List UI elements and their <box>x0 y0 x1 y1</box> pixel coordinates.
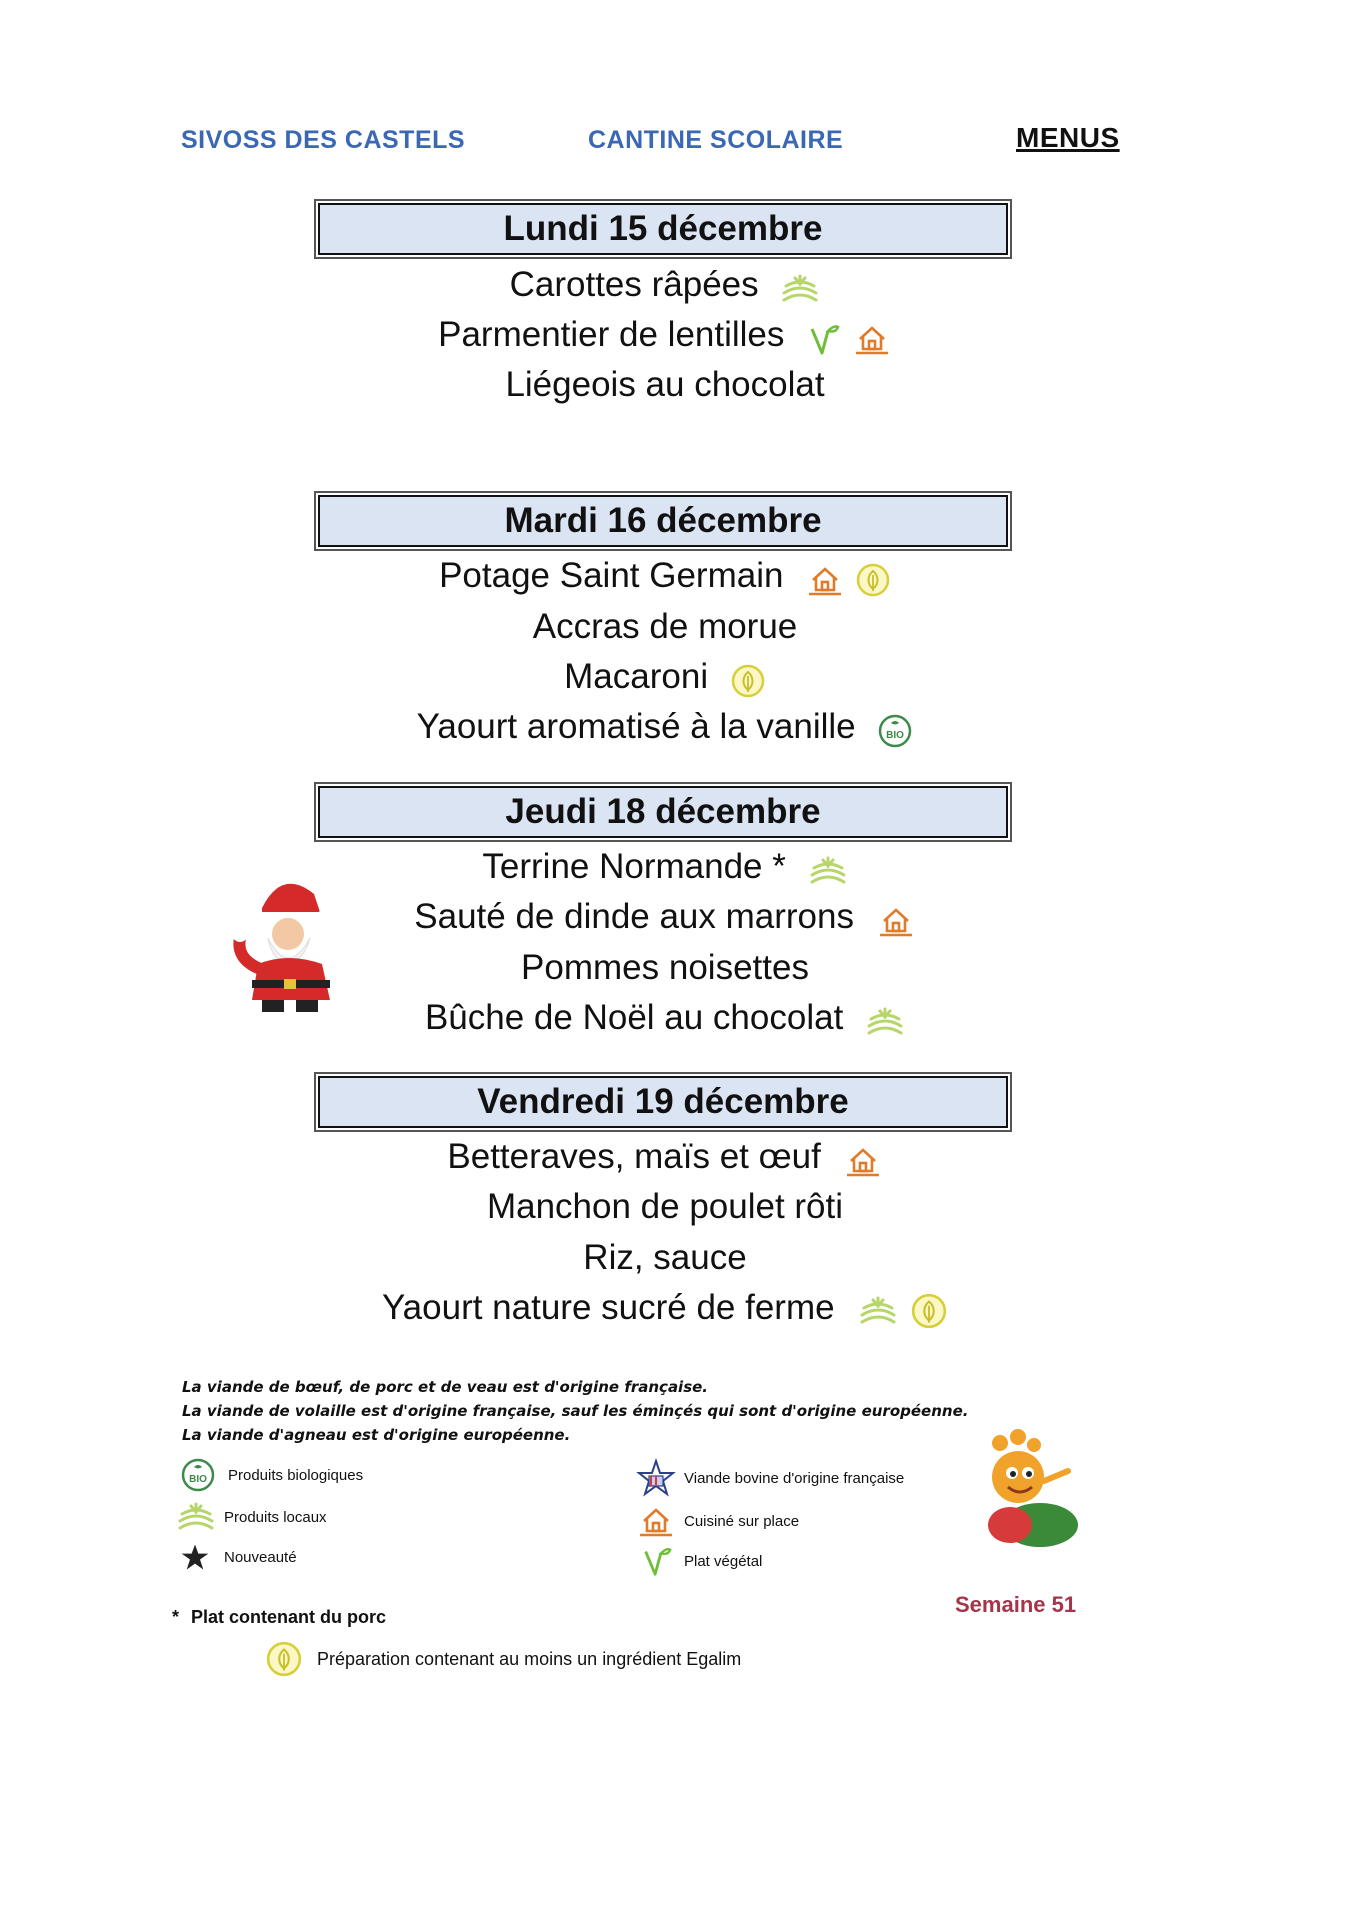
bio-icon <box>180 1457 220 1493</box>
doc-title: MENUS <box>1016 122 1120 153</box>
local-product-icon <box>856 1294 900 1328</box>
legend-label: Produits biologiques <box>228 1466 364 1484</box>
dish-label: Accras de morue <box>532 607 798 646</box>
dish-label: Macaroni <box>564 657 709 696</box>
org-name: SIVOSS DES CASTELS <box>181 126 466 154</box>
day-header-lundi: Lundi 15 décembre <box>318 203 1008 255</box>
egalim-label: Préparation contenant au moins un ingrédient Egalim <box>317 1648 742 1669</box>
house-cooked-icon <box>805 563 845 597</box>
dish-label: Yaourt nature sucré de ferme <box>381 1288 835 1327</box>
dish-label: Manchon de poulet rôti <box>486 1187 844 1226</box>
french-beef-icon <box>636 1458 676 1498</box>
dish-betteraves <box>0 1137 1330 1179</box>
house-cooked-icon <box>852 322 892 356</box>
mascot-illustration <box>970 1425 1085 1560</box>
service-name: CANTINE SCOLAIRE <box>588 126 844 154</box>
meat-origin-notes <box>182 1375 968 1447</box>
legend-label: Plat végétal <box>684 1552 763 1570</box>
legend-local <box>176 1500 327 1534</box>
dish-saute-dinde <box>0 897 1330 939</box>
dish-label: Parmentier de lentilles <box>438 315 785 354</box>
legend-label: Viande bovine d'origine française <box>684 1469 905 1487</box>
dish-yaourt-vanille <box>0 707 1330 749</box>
dish-buche <box>0 998 1330 1040</box>
local-product-icon <box>865 1005 905 1039</box>
legend-vegetal <box>640 1544 762 1578</box>
note-line: La viande d'agneau est d'origine européenne. <box>182 1426 571 1444</box>
dish-label: Liégeois au chocolat <box>505 365 825 404</box>
dish-pommes-noisettes <box>0 948 1330 988</box>
dish-parmentier <box>0 315 1330 357</box>
local-product-icon <box>808 854 848 888</box>
vegetal-dish-icon <box>640 1544 676 1578</box>
dish-macaroni <box>0 657 1330 699</box>
dish-label: Riz, sauce <box>583 1238 747 1277</box>
pork-asterisk: * <box>172 1607 180 1627</box>
bio-icon <box>877 713 913 749</box>
dish-label: Yaourt aromatisé à la vanille <box>416 707 856 746</box>
egalim-note <box>265 1640 741 1678</box>
pork-note <box>172 1607 386 1628</box>
day-header-mardi: Mardi 16 décembre <box>318 495 1008 547</box>
dish-manchon-poulet <box>0 1187 1330 1227</box>
egalim-icon <box>265 1640 303 1678</box>
legend-label: Nouveauté <box>224 1548 297 1566</box>
legend-label: Cuisiné sur place <box>684 1512 800 1530</box>
dish-terrine <box>0 847 1330 889</box>
dish-label: Sauté de dinde aux marrons <box>414 897 854 936</box>
dish-yaourt-nature <box>0 1288 1330 1330</box>
santa-claus-illustration <box>222 868 342 1023</box>
vegetal-dish-icon <box>806 321 842 357</box>
legend-onsite <box>636 1504 799 1538</box>
dish-label: Bûche de Noël au chocolat <box>424 998 844 1037</box>
dish-riz <box>0 1238 1330 1278</box>
week-label: Semaine 51 <box>955 1592 1077 1617</box>
dish-label: Potage Saint Germain <box>439 556 784 595</box>
dish-label: Carottes râpées <box>509 265 759 304</box>
dish-accras <box>0 607 1330 647</box>
dish-potage <box>0 556 1330 598</box>
day-header-jeudi: Jeudi 18 décembre <box>318 786 1008 838</box>
egalim-icon <box>855 562 891 598</box>
local-product-icon <box>176 1500 216 1534</box>
note-line: La viande de volaille est d'origine française, sauf les éminçés qui sont d'origine européenne. <box>182 1402 969 1420</box>
day-header-vendredi: Vendredi 19 décembre <box>318 1076 1008 1128</box>
house-cooked-icon <box>636 1504 676 1538</box>
egalim-icon <box>910 1292 948 1330</box>
legend-bio <box>180 1457 363 1493</box>
dish-label: Pommes noisettes <box>521 948 809 987</box>
dish-label: Terrine Normande * <box>482 847 786 886</box>
legend-label: Produits locaux <box>224 1508 327 1526</box>
star-icon <box>180 1542 216 1572</box>
local-product-icon <box>780 272 820 306</box>
legend-beef <box>636 1458 904 1498</box>
house-cooked-icon <box>876 904 916 938</box>
legend-new <box>180 1542 297 1572</box>
house-cooked-icon <box>843 1144 883 1178</box>
note-line: La viande de bœuf, de porc et de veau est d'origine française. <box>182 1378 709 1396</box>
dish-label: Betteraves, maïs et œuf <box>447 1137 821 1176</box>
dish-liegeois <box>0 365 1330 405</box>
dish-carottes <box>0 265 1330 307</box>
egalim-icon <box>730 663 766 699</box>
pork-label: Plat contenant du porc <box>191 1607 387 1627</box>
